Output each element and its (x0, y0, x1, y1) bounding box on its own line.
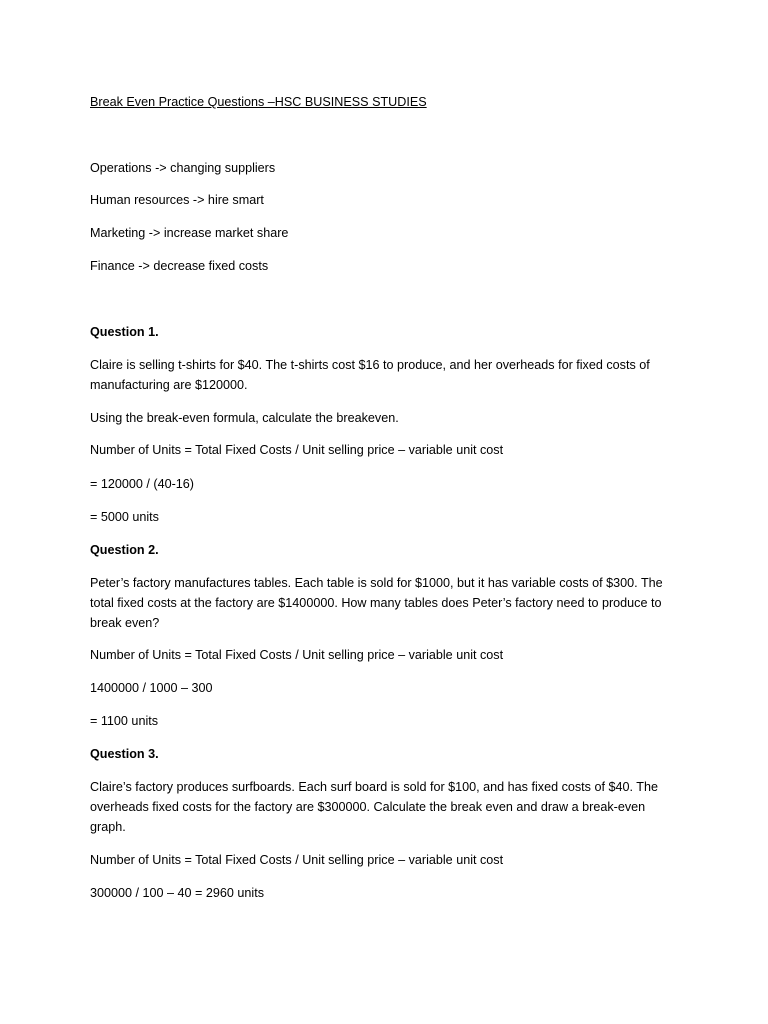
question-2-heading: Question 2. (90, 543, 159, 557)
question-2-formula: Number of Units = Total Fixed Costs / Unit selling price – variable unit cost (90, 648, 504, 662)
question-1-answer: = 5000 units (90, 510, 159, 524)
question-1-step: = 120000 / (40-16) (90, 477, 194, 491)
question-3-text (90, 777, 680, 837)
question-1-text-line-2: manufacturing are $120000. (90, 378, 248, 392)
question-2-text (90, 573, 680, 633)
question-2-text-line-1: Peter’s factory manufactures tables. Each table is sold for $1000, but it has variable costs of $300. The (90, 576, 663, 590)
question-1-formula: Number of Units = Total Fixed Costs / Unit selling price – variable unit cost (90, 443, 504, 457)
question-2-answer: = 1100 units (90, 714, 159, 728)
strategy-marketing: Marketing -> increase market share (90, 226, 289, 240)
question-2-text-line-3: break even? (90, 616, 160, 630)
question-3-formula: Number of Units = Total Fixed Costs / Unit selling price – variable unit cost (90, 853, 504, 867)
document-title: Break Even Practice Questions –HSC BUSINESS STUDIES (90, 95, 427, 109)
strategy-finance: Finance -> decrease fixed costs (90, 259, 269, 273)
question-1-text (90, 355, 680, 395)
question-1-text-line-1: Claire is selling t-shirts for $40. The t-shirts cost $16 to produce, and her overheads for fixed costs of (90, 358, 650, 372)
question-1-heading: Question 1. (90, 325, 159, 339)
question-3-answer: 300000 / 100 – 40 = 2960 units (90, 886, 265, 900)
question-2-text-line-2: total fixed costs at the factory are $1400000. How many tables does Peter’s factory need to produce to (90, 596, 662, 610)
question-3-text-line-3: graph. (90, 820, 126, 834)
strategy-operations: Operations -> changing suppliers (90, 161, 276, 175)
question-1-instruction: Using the break-even formula, calculate the breakeven. (90, 411, 399, 425)
question-3-text-line-1: Claire’s factory produces surfboards. Each surf board is sold for $100, and has fixed costs of $40. The (90, 780, 658, 794)
question-3-heading: Question 3. (90, 747, 159, 761)
question-3-text-line-2: overheads fixed costs for the factory are $300000. Calculate the break even and draw a break-even (90, 800, 646, 814)
question-2-step: 1400000 / 1000 – 300 (90, 681, 213, 695)
strategy-human-resources: Human resources -> hire smart (90, 193, 264, 207)
